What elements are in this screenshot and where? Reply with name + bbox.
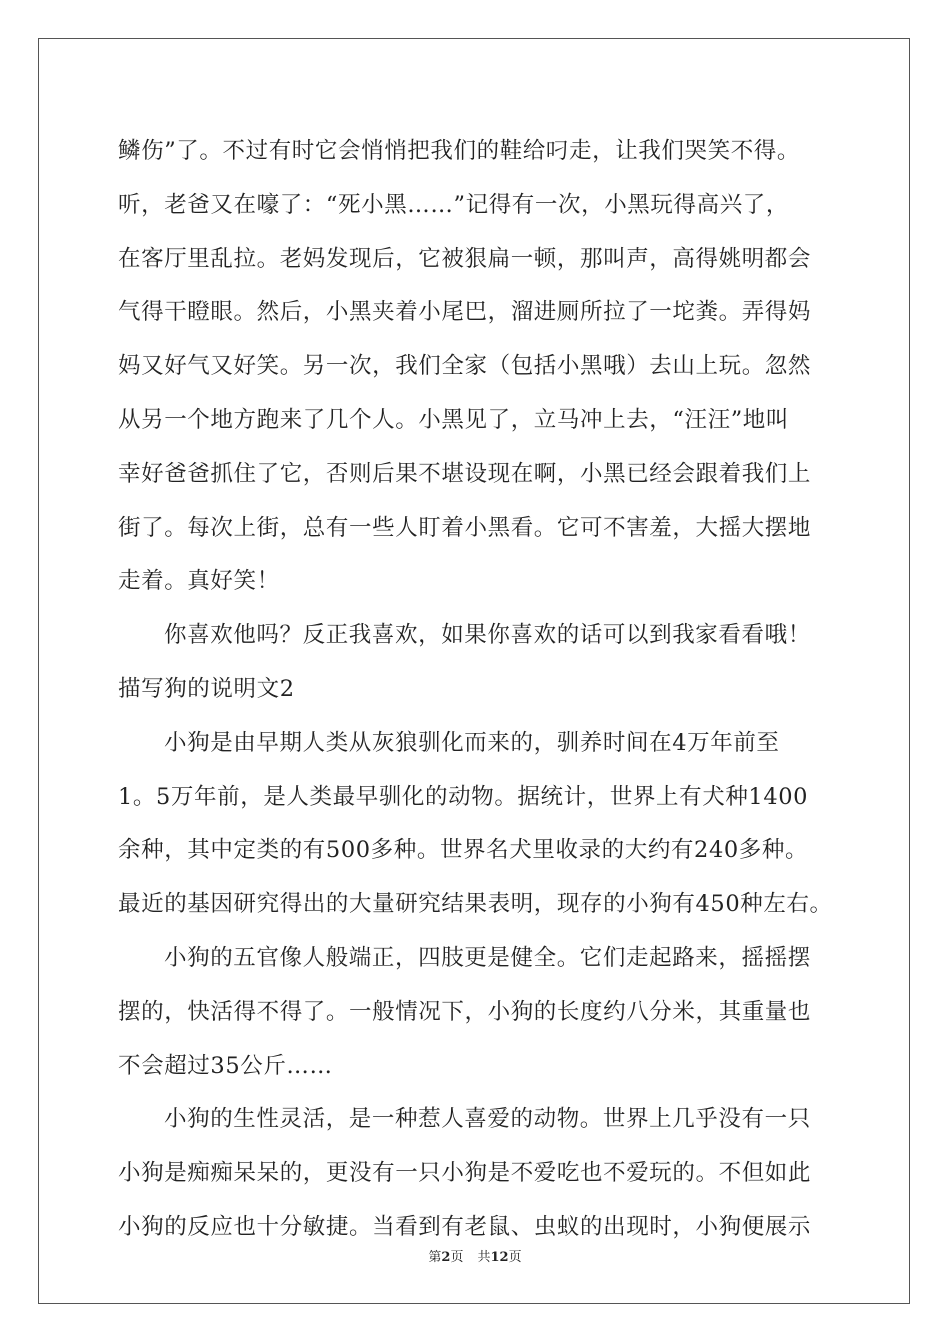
text-line: 小狗是由早期人类从灰狼驯化而来的，驯养时间在4万年前至: [164, 729, 780, 756]
text-line: 小狗的五官像人般端正，四肢更是健全。它们走起路来，摇摇摆: [164, 944, 811, 971]
section-heading: 描写狗的说明文2: [118, 675, 295, 702]
text-line: 最近的基因研究得出的大量研究结果表明，现存的小狗有450种左右。: [118, 891, 833, 918]
text-line: 余种，其中定类的有500多种。世界名犬里收录的大约有240多种。: [118, 837, 809, 864]
text-line: 气得干瞪眼。然后，小黑夹着小尾巴，溜进厕所拉了一坨粪。弄得妈: [118, 299, 812, 326]
text-line: 从另一个地方跑来了几个人。小黑见了，立马冲上去，“汪汪”地叫: [118, 406, 790, 433]
text-line: 不会超过35公斤……: [118, 1052, 333, 1079]
text-line: 摆的，快活得不得了。一般情况下，小狗的长度约八分米，其重量也: [118, 998, 812, 1025]
text-line: 在客厅里乱拉。老妈发现后，它被狠扁一顿，那叫声，高得姚明都会: [118, 245, 812, 272]
page-total: 12: [490, 1250, 509, 1265]
text-line: 1。5万年前，是人类最早驯化的动物。据统计，世界上有犬种1400: [118, 783, 809, 810]
text-line: 你喜欢他吗？反正我喜欢，如果你喜欢的话可以到我家看看哦！: [164, 622, 811, 649]
text-line: 听，老爸又在嚎了：“死小黑……”记得有一次，小黑玩得高兴了，: [118, 191, 790, 218]
page-current: 2: [441, 1250, 451, 1265]
text-line: 小狗是痴痴呆呆的，更没有一只小狗是不爱吃也不爱玩的。不但如此: [118, 1160, 812, 1187]
text-line: 小狗的生性灵活，是一种惹人喜爱的动物。世界上几乎没有一只: [164, 1106, 811, 1133]
text-line: 幸好爸爸抓住了它，否则后果不堪设现在啊，小黑已经会跟着我们上: [118, 460, 812, 487]
total-prefix: 共: [477, 1250, 491, 1265]
page-footer: [0, 1246, 950, 1265]
total-suffix: 页: [508, 1250, 522, 1265]
page-suffix: 页: [450, 1250, 464, 1265]
text-line: 街了。每次上街，总有一些人盯着小黑看。它可不害羞，大摇大摆地: [118, 514, 812, 541]
document-body: [118, 125, 858, 1255]
text-line: 小狗的反应也十分敏捷。当看到有老鼠、虫蚁的出现时，小狗便展示: [118, 1213, 812, 1240]
text-line: 走着。真好笑！: [118, 568, 280, 595]
page-prefix: 第: [428, 1250, 442, 1265]
text-line: 鳞伤”了。不过有时它会悄悄把我们的鞋给叼走，让我们哭笑不得。: [118, 138, 801, 164]
text-line: 妈又好气又好笑。另一次，我们全家（包括小黑哦）去山上玩。忽然: [118, 353, 812, 380]
